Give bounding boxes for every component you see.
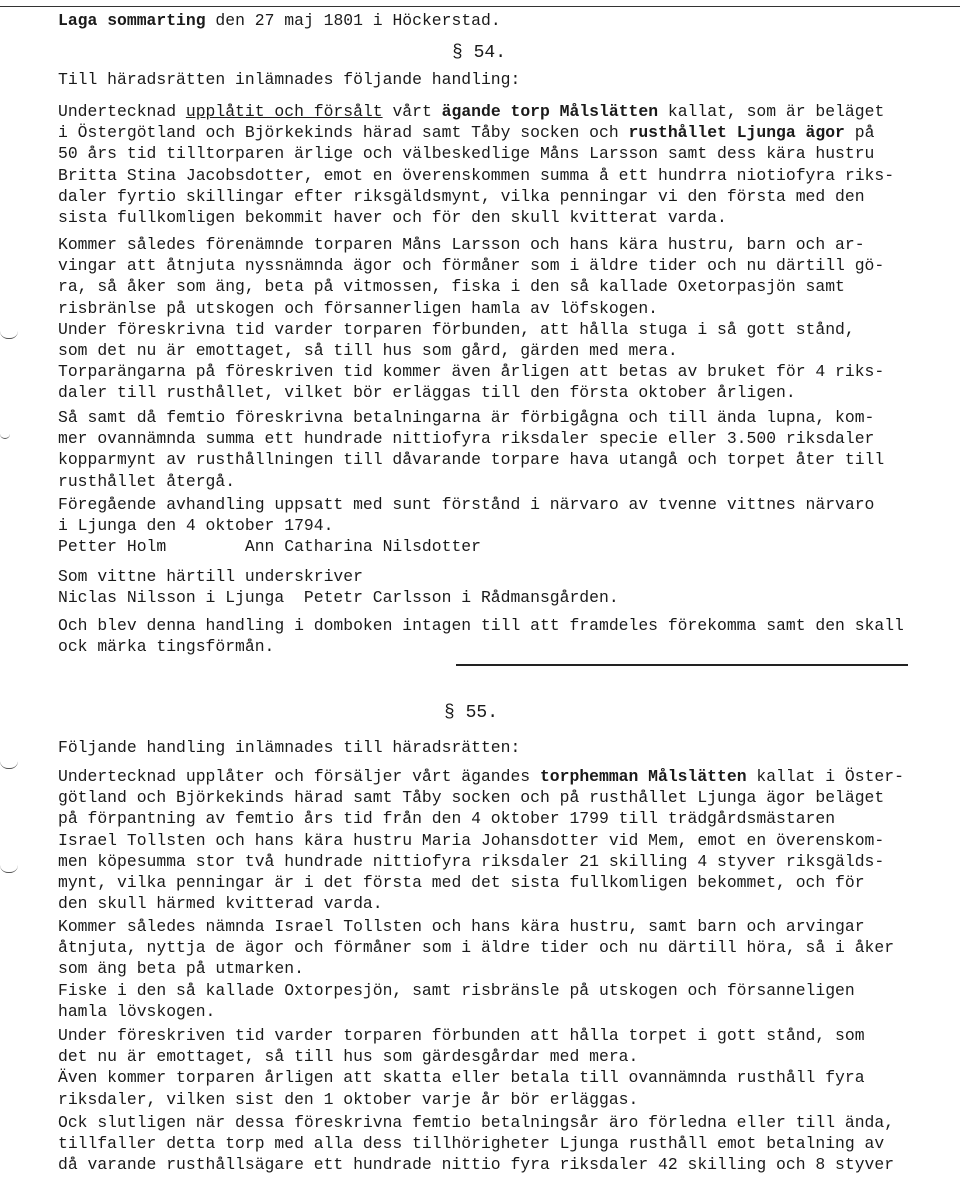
text-run: Undertecknad upplåter och försäljer vårt ägandes bbox=[58, 767, 540, 786]
text-run: kallat i Öster- bbox=[746, 767, 904, 786]
text-run: vårt bbox=[382, 102, 442, 121]
margin-mark bbox=[0, 428, 10, 439]
text-line: Som vittne härtill underskriver bbox=[58, 567, 363, 586]
text-run: sista fullkomligen bekommit haver och för den skull kvitterat varda. bbox=[58, 208, 727, 228]
text-line: åtnjuta, nyttja de ägor och förmåner som i äldre tider och nu därtill höra, så i åker bbox=[58, 938, 895, 958]
text-line: Under föreskriven tid varder torparen förbunden att hålla torpet i gott stånd, som bbox=[58, 1026, 865, 1045]
text-line: riksdaler, vilken sist den 1 oktober varje år bör erläggas. bbox=[58, 1089, 639, 1109]
text-line: Under föreskrivna tid varder torparen förbunden, att hålla stuga i så gott stånd, bbox=[58, 319, 855, 339]
text-line: ock märka tingsförmån. bbox=[58, 637, 275, 657]
s55-paragraph-2 bbox=[58, 916, 894, 1022]
text-run: götland och Björkekinds härad samt Tåby socken och på rusthållet Ljunga ägor beläget bbox=[58, 788, 885, 808]
s55-paragraph-4 bbox=[58, 1112, 894, 1176]
s54-paragraph-5 bbox=[58, 566, 619, 608]
margin-mark bbox=[0, 328, 18, 339]
text-run: den skull härmed kvitterad varda. bbox=[58, 894, 383, 914]
text-line bbox=[58, 787, 904, 808]
text-line: Fiske i den så kallade Oxtorpesjön, samt risbränsle på utskogen och försanneligen bbox=[58, 980, 855, 1000]
text-line: Kommer således förenämnde torparen Måns Larsson och hans kära hustru, barn och ar- bbox=[58, 235, 865, 254]
text-line: tillfaller detta torp med alla dess tillhörigheter Ljunga rusthåll emot betalning av bbox=[58, 1134, 885, 1154]
text-line: Petter Holm Ann Catharina Nilsdotter bbox=[58, 537, 481, 557]
text-run: Israel Tollsten och hans kära hustru Maria Johansdotter vid Mem, emot en överenskom- bbox=[58, 830, 885, 850]
session-header bbox=[58, 10, 501, 31]
s54-paragraph-6 bbox=[58, 615, 904, 657]
text-line: Niclas Nilsson i Ljunga Petetr Carlsson i Rådmansgården. bbox=[58, 588, 619, 608]
text-run: Britta Stina Jacobsdotter, emot en överenskommen summa å ett hundrra niotiofyra riks- bbox=[58, 165, 895, 185]
text-line: vingar att åtnjuta nyssnämnda ägor och förmåner som i äldre tider och nu därtill gö- bbox=[58, 256, 885, 276]
section-54-number: § 54. bbox=[452, 43, 507, 63]
text-line bbox=[58, 808, 904, 829]
text-line: kopparmynt av rusthållningen till dåvarande torpare hava utangå och torpet åter till bbox=[58, 450, 885, 470]
text-line bbox=[58, 101, 894, 122]
text-line: Torparängarna på föreskriven tid kommer även årligen att betas av bruket för 4 riks- bbox=[58, 362, 885, 382]
section-55-number: § 55. bbox=[444, 703, 499, 723]
bold-text: torphemman Målslätten bbox=[539, 767, 747, 786]
text-line: Ock slutligen när dessa föreskrivna femtio betalningsår äro förledna eller till ända, bbox=[58, 1113, 895, 1132]
text-line: hamla lövskogen. bbox=[58, 1001, 216, 1021]
text-line: som det nu är emottaget, så till hus som gård, gärden med mera. bbox=[58, 341, 678, 361]
s54-paragraph-2 bbox=[58, 234, 884, 404]
text-line: risbränlse på utskogen och försannerligen hamla av löfskogen. bbox=[58, 298, 658, 318]
text-line: Även kommer torparen årligen att skatta eller betala till ovannämnda rusthåll fyra bbox=[58, 1068, 865, 1088]
text-run: mynt, vilka penningar är i det första med det sista fullkomligen bekommet, och för bbox=[58, 873, 865, 893]
text-line: Föregående avhandling uppsatt med sunt förstånd i närvaro av tvenne vittnes närvaro bbox=[58, 495, 875, 514]
text-line bbox=[58, 766, 904, 787]
text-run: på bbox=[844, 123, 875, 143]
text-line bbox=[58, 872, 904, 893]
s55-paragraph-3 bbox=[58, 1025, 865, 1110]
text-line: som äng beta på utmarken. bbox=[58, 959, 304, 979]
text-run: på förpantning av femtio års tid från den 4 oktober 1799 till trädgårdsmästaren bbox=[58, 809, 836, 829]
text-line bbox=[58, 851, 904, 872]
bold-text: ägande torp Målslätten bbox=[441, 102, 659, 121]
text-run: 50 års tid tilltorparen ärlige och välbeskedlige Måns Larsson samt dess kära hustru bbox=[58, 144, 875, 164]
text-line bbox=[58, 165, 894, 186]
text-line: rusthållet återgå. bbox=[58, 471, 236, 491]
text-line: det nu är emottaget, så till hus som gärdesgårdar med mera. bbox=[58, 1047, 639, 1067]
text-line: Och blev denna handling i domboken intagen till att framdeles förekomma samt den skall bbox=[58, 616, 904, 635]
bold-text: rusthållet Ljunga ägor bbox=[628, 123, 845, 143]
margin-mark bbox=[0, 758, 18, 769]
text-line: Kommer således nämnda Israel Tollsten och hans kära hustru, samt barn och arvingar bbox=[58, 917, 865, 936]
text-line: i Ljunga den 4 oktober 1794. bbox=[58, 516, 334, 536]
header-date-place: den 27 maj 1801 i Höckerstad. bbox=[205, 11, 501, 30]
s54-paragraph-4 bbox=[58, 494, 874, 558]
text-line bbox=[58, 207, 894, 228]
section-54-intro: Till häradsrätten inlämnades följande handling: bbox=[58, 70, 521, 89]
s54-paragraph-1 bbox=[58, 101, 894, 228]
underlined-text: upplåtit och försålt bbox=[185, 102, 383, 121]
header-sommarting: sommarting bbox=[107, 11, 206, 30]
s54-paragraph-3 bbox=[58, 407, 884, 492]
text-line bbox=[58, 186, 894, 207]
margin-mark bbox=[0, 862, 18, 873]
text-run: kallat, som är beläget bbox=[658, 102, 885, 121]
text-line bbox=[58, 143, 894, 164]
text-line: daler till rusthållet, vilket bör erläggas till den första oktober årligen. bbox=[58, 383, 796, 403]
text-line: ra, så åker som äng, beta på vitmossen, fiska i den så kallade Oxetorpasjön samt bbox=[58, 277, 845, 297]
section-55-intro: Följande handling inlämnades till häradsrätten: bbox=[58, 738, 521, 757]
s55-paragraph-1 bbox=[58, 766, 904, 914]
text-line: Så samt då femtio föreskrivna betalningarna är förbigågna och till ända lupna, kom- bbox=[58, 408, 875, 427]
text-run: i Östergötland och Björkekinds härad samt Tåby socken och bbox=[58, 123, 629, 143]
text-line: mer ovannämnda summa ett hundrade nittiofyra riksdaler specie eller 3.500 riksdaler bbox=[58, 429, 875, 449]
text-run: daler fyrtio skillingar efter riksgäldsmynt, vilka penningar vi den första med den bbox=[58, 186, 865, 206]
text-line bbox=[58, 830, 904, 851]
top-border-line bbox=[0, 6, 960, 7]
section-divider bbox=[456, 664, 908, 666]
text-line: då varande rusthållsägare ett hundrade nittio fyra riksdaler 42 skilling och 8 styver bbox=[58, 1155, 895, 1175]
header-laga: Laga bbox=[58, 11, 98, 30]
text-run: Undertecknad bbox=[58, 102, 186, 121]
text-line bbox=[58, 893, 904, 914]
text-run: men köpesumma stor två hundrade nittiofyra riksdaler 21 skilling 4 styver riksgälds- bbox=[58, 851, 885, 871]
text-line bbox=[58, 122, 894, 143]
